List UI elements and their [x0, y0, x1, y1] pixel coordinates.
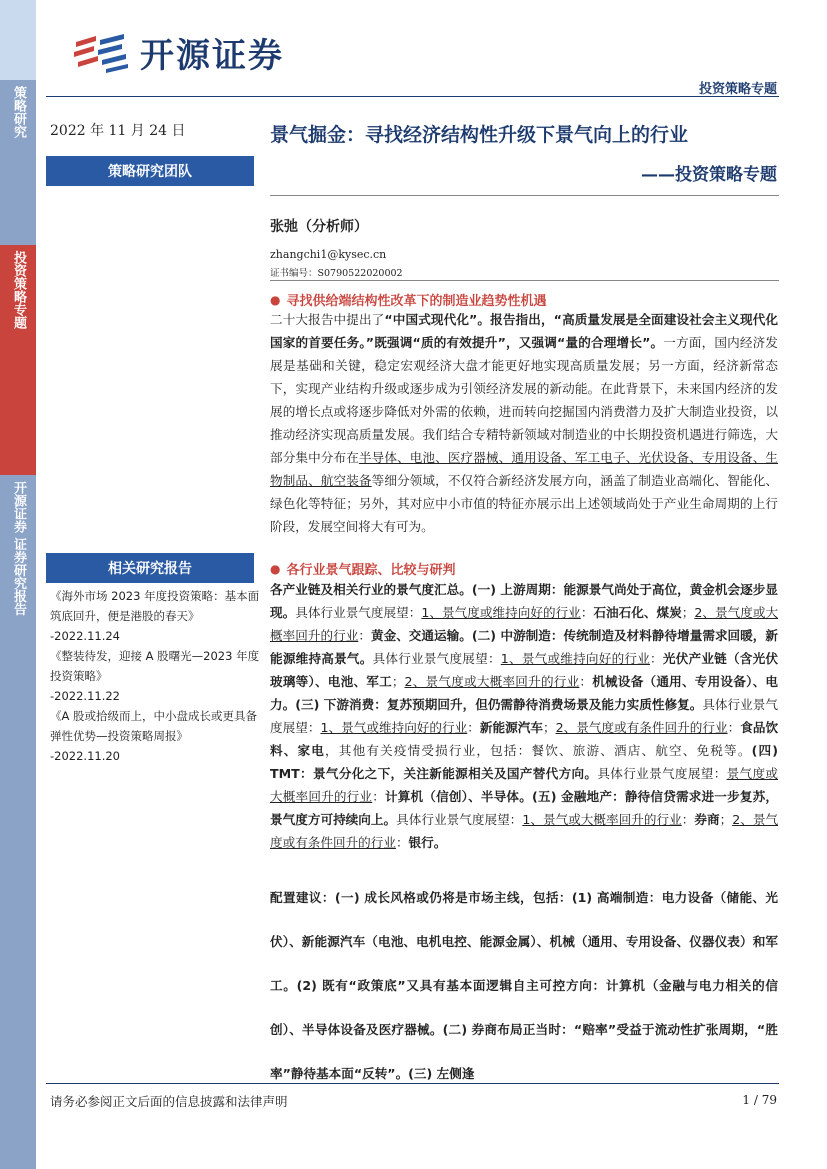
brand-logo [72, 28, 284, 77]
related-report-date: -2022.11.22 [50, 689, 120, 703]
section-heading-2: ● 各行业景气跟踪、比较与研判 [270, 561, 456, 578]
related-report-item[interactable] [50, 706, 260, 766]
related-report-title: 《整装待发，迎接 A 股曙光—2023 年度投资策略》 [50, 649, 260, 683]
related-report-item[interactable] [50, 586, 260, 646]
report-title: 景气掘金：寻找经济结构性升级下景气向上的行业 [270, 124, 689, 146]
bullet-icon: ● [270, 561, 281, 576]
report-subtitle: ——投资策略专题 [641, 165, 777, 185]
sidebar-tab-topic: 投资策略专题 [0, 245, 36, 475]
footer-disclaimer: 请务必参阅正文后面的信息披露和法律声明 [50, 1094, 288, 1109]
sidebar-tab-strategy: 策略研究 [0, 80, 36, 245]
report-date: 2022 年 11 月 24 日 [50, 123, 186, 139]
related-banner: 相关研究报告 [46, 553, 254, 583]
related-report-date: -2022.11.24 [50, 629, 120, 643]
brand-name: 开源证券 [140, 36, 284, 76]
analyst-divider [270, 280, 779, 281]
paragraph-2: 各产业链及相关行业的景气度汇总。(一) 上游周期：能源景气尚处于高位，黄金机会逐步显现。具体行业景气度展望：1、景气度或维持向好的行业：石油石化、煤炭；2、景气度或大概率回升的行业：黄金、交通运输。(二) 中游制造：传统制造及材料静待增量需求回暖，新能源维持高景气。具体行业景气度展望：1、景气或维持向好的行业：光伏产业链（含光伏玻璃等）、电池、军工；2、景气度或大概率回升的行业：机械设备（通用、专用设备）、电力。(三) 下游消费：复苏预期回升，但仍需静待消费场景及能力实质性修复。具体行业景气度展望：1、景气或维持向好的行业：新能源汽车；2、景气度或有条件回升的行业：食品饮料、家电，其他有关疫情受损行业，包括：餐饮、旅游、酒店、航空、免税等。(四) TMT：景气分化之下，关注新能源相关及国产替代方向。具体行业景气度展望：景气度或大概率回升的行业：计算机（信创）、半导体。(五) 金融地产：静待信贷需求进一步复苏，景气度方可持续向上。具体行业景气度展望：1、景气或大概率回升的行业：券商；2、景气度或有条件回升的行业：银行。 [270, 582, 779, 850]
related-report-title: 《海外市场 2023 年度投资策略：基本面筑底回升，便是港股的春天》 [50, 589, 260, 623]
title-divider [270, 195, 779, 196]
related-report-date: -2022.11.20 [50, 749, 120, 763]
brand-logo-icon [72, 32, 134, 74]
left-sidebar [0, 0, 36, 1169]
sidebar-tab-report: 开源证券 证券研究报告 [0, 475, 36, 1169]
analyst-name: 张弛（分析师） [270, 219, 368, 235]
analyst-certificate: 证书编号：S0790522020002 [270, 268, 403, 279]
related-reports-list [50, 586, 260, 766]
team-banner: 策略研究团队 [46, 156, 254, 186]
paragraph-3: 配置建议：(一) 成长风格或仍将是市场主线，包括：(1) 高端制造：电力设备（储能、光伏）、新能源汽车（电池、电机电控、能源金属）、机械（通用、专用设备、仪器仪表）和军工。(2) 既有“政策底”又具有基本面逻辑自主可控方向：计算机（金融与电力相关的信创）、半导体设备及医疗器械。(二) 券商布局正当时：“赔率”受益于流动性扩张周期，“胜率”静待基本面“反转”。(三) 左侧逢 [270, 890, 778, 1081]
header-divider [46, 96, 779, 97]
bullet-icon: ● [270, 292, 281, 307]
related-report-item[interactable] [50, 646, 260, 706]
analyst-email[interactable]: zhangchi1@kysec.cn [270, 248, 387, 261]
paragraph-1: 二十大报告中提出了“中国式现代化”。报告指出，“高质量发展是全面建设社会主义现代化国家的首要任务。”既强调“质的有效提升”，又强调“量的合理增长”。一方面，国内经济发展是基础和关键，稳定宏观经济大盘才能更好地实现高质量发展；另一方面，经济新常态下，实现产业结构升级或逐步成为引领经济发展的新动能。在此背景下，未来国内经济的发展的增长点或将逐步降低对外需的依赖，进而转向挖掘国内消费潜力及扩大制造业投资，以推动经济实现高质量发展。我们结合专精特新领域对制造业的中长期投资机遇进行筛选，大部分集中分布在半导体、电池、医疗器械、通用设备、军工电子、光伏设备、专用设备、生物制品、航空装备等细分领域，不仅符合新经济发展方向，涵盖了制造业高端化、智能化、绿色化等特征；另外，其对应中小市值的特征亦展示出上述领域尚处于产业生命周期的上行阶段，发展空间将大有可为。 [270, 312, 779, 534]
section-heading-1: ● 寻找供给端结构性改革下的制造业趋势性机遇 [270, 292, 547, 309]
page-number: 1 / 79 [742, 1093, 777, 1107]
header-label: 投资策略专题 [698, 82, 777, 97]
footer-divider [46, 1083, 779, 1084]
related-report-title: 《A 股或拾级而上，中小盘成长或更具备弹性优势—投资策略周报》 [50, 709, 258, 743]
